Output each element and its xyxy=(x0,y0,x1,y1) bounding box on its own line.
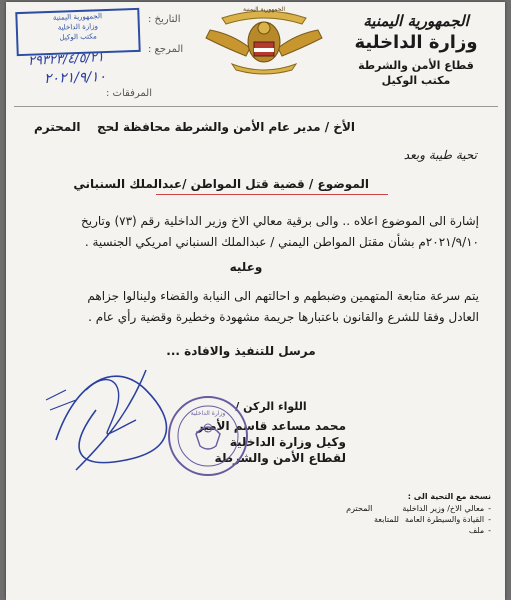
cc-block xyxy=(281,492,491,537)
stamp-line: مكتب الوكيل xyxy=(59,32,97,42)
date-label: التاريخ : xyxy=(148,14,181,25)
emblem-banner: الجمهورية اليمنية xyxy=(242,6,285,13)
cc-item-text: القيادة والسيطرة العامة xyxy=(404,515,485,524)
stamp-line: الجمهورية اليمنية xyxy=(52,12,103,22)
signatory-title-1: وكيل وزارة الداخلية xyxy=(229,435,346,449)
ministry-title: وزارة الداخلية xyxy=(354,32,478,53)
cc-item: -القيادة والسيطرة العامةللمتابعة xyxy=(374,515,491,524)
honorific: المحترم xyxy=(34,120,81,134)
body-line-2: ٢٠٢١/٩/١٠م بشأن مقتل المواطن اليمني / عبدالملك السنباني امريكي الجنسية . xyxy=(84,235,479,249)
attachments-label: المرفقات : xyxy=(106,88,152,99)
official-seal xyxy=(166,394,250,478)
signatory-title-2: لقطاع الأمن والشرطة xyxy=(214,451,346,465)
ref-label: المرجع : xyxy=(148,44,184,55)
eagle-emblem-icon xyxy=(202,4,326,76)
stamp-line: وزارة الداخلية xyxy=(57,22,99,32)
republic-title: الجمهورية اليمنية xyxy=(363,12,469,30)
registry-stamp xyxy=(15,8,140,56)
cc-title: نسخة مع التحية الى : xyxy=(407,492,491,501)
subject-underline xyxy=(156,194,388,195)
cc-item: -معالي الاخ/ وزير الداخليةالمحترم xyxy=(346,504,491,513)
cc-item-note: المحترم xyxy=(346,504,373,513)
body-line-1: إشارة الى الموضوع اعلاه .. والى برقية معالي الاخ وزير الداخلية رقم (٧٣) وتاريخ xyxy=(80,214,479,228)
signatory-name: محمد مساعد قاسم الأمير xyxy=(196,419,346,433)
office-title: مكتب الوكيل xyxy=(381,74,451,87)
header-divider xyxy=(14,106,498,107)
cc-item-note: للمتابعة xyxy=(374,515,399,524)
cc-item: -ملف xyxy=(468,526,491,535)
greeting: تحية طيبة وبعد xyxy=(403,148,477,162)
ref-number: ٢٩٣٢٣/٤/٥/٢١ xyxy=(27,50,105,69)
body-line-4: العادل وفقا للشرع والقانون باعتبارها جريمة مشهودة وخطيرة وقضية رأي عام . xyxy=(88,310,479,324)
ref-date: ٢٠٢١/٩/١٠ xyxy=(43,68,107,88)
sector-title: قطاع الأمن والشرطة xyxy=(358,59,474,72)
cc-item-text: ملف xyxy=(468,526,485,535)
yemen-emblem xyxy=(202,4,326,76)
seal-text: وزارة الداخلية xyxy=(190,410,226,417)
signatory-rank: اللواء الركن / xyxy=(235,400,307,413)
ministry-header xyxy=(341,12,491,87)
cc-item-text: معالي الاخ/ وزير الداخلية xyxy=(402,504,485,513)
body-line-3: يتم سرعة متابعة المتهمين وضبطهم و احالتهم الى النيابة والقضاء ولينالوا جزاهم xyxy=(87,289,479,303)
letter-page xyxy=(6,2,505,600)
subject: الموضوع / قضية قتل المواطن /عبدالملك السنباني xyxy=(73,177,369,191)
seal-icon xyxy=(166,394,250,478)
closing-line: مرسل للتنفيذ والافادة ... xyxy=(166,344,316,358)
therefore: وعليه xyxy=(229,260,263,274)
addressee: الأخ / مدير عام الأمن والشرطة محافظة لحج xyxy=(97,120,355,134)
